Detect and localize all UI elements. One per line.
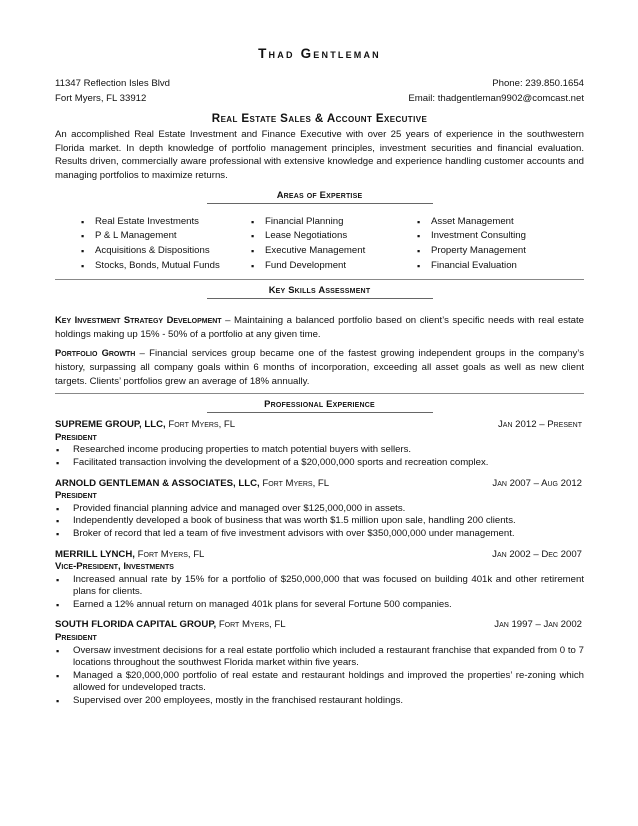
phone: Phone: 239.850.1654: [492, 78, 584, 89]
experience-heading: Professional Experience: [55, 398, 584, 413]
job-location: Fort Myers, FL: [134, 548, 205, 560]
job-dates: Jan 1997 – Jan 2002: [494, 619, 582, 631]
job-title: President: [55, 490, 97, 502]
list-item: ▪ Provided financial planning advice and managed over $125,000,000 in assets.: [55, 503, 584, 516]
job-title: Vice-President, Investments: [55, 561, 174, 573]
list-item: ▪ Lease Negotiations: [251, 229, 417, 244]
candidate-name: Thad Gentleman: [258, 46, 381, 61]
job-location: Fort Myers, FL: [216, 619, 286, 631]
company-name: SUPREME GROUP, LLC,: [55, 419, 166, 431]
job-location: Fort Myers, FL: [165, 419, 236, 431]
job-dates: Jan 2007 – Aug 2012: [492, 477, 582, 489]
heading-rule: [207, 412, 433, 413]
job-entry: [55, 549, 584, 612]
job-entry: [55, 478, 584, 541]
list-item: ▪ Researched income producing properties to match potential buyers with sellers.: [55, 444, 584, 457]
address-line-1: 11347 Reflection Isles Blvd: [55, 78, 171, 89]
list-item: ▪ Financial Planning: [251, 215, 417, 230]
list-item: ▪ Acquisitions & Dispositions: [81, 244, 251, 259]
job-header: [55, 419, 584, 432]
job-title: President: [55, 632, 97, 644]
expertise-heading: Areas of Expertise: [55, 189, 584, 204]
list-item: ▪ Asset Management: [417, 215, 567, 230]
heading-rule: [207, 203, 433, 204]
contact-row-2: [55, 91, 584, 106]
address-line-2: Fort Myers, FL 33912: [55, 93, 147, 104]
skill-item: [55, 313, 584, 341]
list-item: ▪ Fund Development: [251, 259, 417, 274]
company-name: ARNOLD GENTLEMAN & ASSOCIATES, LLC,: [55, 477, 260, 489]
experience-list: [55, 419, 584, 707]
list-item: ▪ Supervised over 200 employees, mostly in the franchised restaurant holdings.: [55, 695, 584, 708]
contact-row-1: [55, 76, 584, 91]
list-item: ▪ Executive Management: [251, 244, 417, 259]
job-entry: [55, 419, 584, 469]
company-name: MERRILL LYNCH,: [55, 548, 135, 560]
job-entry: [55, 619, 584, 707]
skills-section: [55, 313, 584, 388]
job-bullets: [55, 574, 584, 612]
email: Email: thadgentleman9902@comcast.net: [408, 93, 584, 104]
list-item: ▪ Financial Evaluation: [417, 259, 567, 274]
job-title: President: [55, 431, 97, 443]
job-header: [55, 478, 584, 491]
headline: Real Estate Sales & Account Executive: [211, 112, 428, 125]
list-item: ▪ Facilitated transaction involving the development of a $20,000,000 sports and recreation complex.: [55, 457, 584, 470]
skill-text: – Financial services group became one of the fastest growing independent groups in the company’s history, surpassing all company goals within 6 months of incorporation, exceeding all asset goals as well as new client targets. Clients’ portfolios grew an average of 18% annually.: [55, 348, 585, 387]
section-divider: [55, 279, 584, 280]
expertise-column-3: [417, 215, 567, 273]
expertise-column-2: [251, 215, 417, 273]
skill-item: [55, 346, 584, 388]
list-item: ▪ P & L Management: [81, 229, 251, 244]
heading-rule: [207, 298, 433, 299]
job-bullets: [55, 645, 584, 708]
list-item: ▪ Investment Consulting: [417, 229, 567, 244]
list-item: ▪ Managed a $20,000,000 portfolio of real estate and restaurant holdings and improved the properties’ re-zoning which allowed for undeveloped tracts.: [55, 670, 584, 695]
job-dates: Jan 2002 – Dec 2007: [492, 548, 582, 560]
skill-heading: Portfolio Growth: [55, 347, 136, 359]
list-item: ▪ Real Estate Investments: [81, 215, 251, 230]
list-item: ▪ Oversaw investment decisions for a real estate portfolio which included a restaurant franchise that expanded from 0 to 7 locations throughout the southwest Florida market within five years.: [55, 645, 584, 670]
job-location: Fort Myers, FL: [259, 477, 330, 489]
expertise-column-1: [81, 215, 251, 273]
job-bullets: [55, 503, 584, 541]
list-item: ▪ Independently developed a book of business that was worth $1.5 million upon sale, handling 200 clients.: [55, 515, 584, 528]
section-divider: [55, 393, 584, 394]
skill-heading: Key Investment Strategy Development: [55, 314, 222, 326]
job-dates: Jan 2012 – Present: [498, 419, 582, 431]
company-name: SOUTH FLORIDA CAPITAL GROUP,: [55, 619, 217, 631]
skill-text: – Maintaining a balanced portfolio based on client’s specific needs with real estate holdings making up 15% - 50% of a portfolio at any given time.: [55, 315, 585, 340]
summary: An accomplished Real Estate Investment and Finance Executive with over 25 years of experience in the southwestern Florida market. In depth knowledge of portfolio management principles, investment securities and financial evaluation. Results driven, commercially aware professional with extensive knowledge and experience handling customer accounts and managing portfolios to maximize returns.: [55, 129, 584, 182]
list-item: ▪ Property Management: [417, 244, 567, 259]
job-header: [55, 549, 584, 562]
skills-heading: Key Skills Assessment: [55, 284, 584, 299]
list-item: ▪ Increased annual rate by 15% for a portfolio of $250,000,000 that was focused on building 401k and other retirement plans for clients.: [55, 574, 584, 599]
job-header: [55, 619, 584, 632]
list-item: ▪ Earned a 12% annual return on managed 401k plans for several Fortune 500 companies.: [55, 599, 584, 612]
expertise-list: [55, 215, 584, 273]
job-bullets: [55, 444, 584, 469]
list-item: ▪ Broker of record that led a team of five investment advisors with over $350,000,000 under management.: [55, 528, 584, 541]
list-item: ▪ Stocks, Bonds, Mutual Funds: [81, 259, 251, 274]
